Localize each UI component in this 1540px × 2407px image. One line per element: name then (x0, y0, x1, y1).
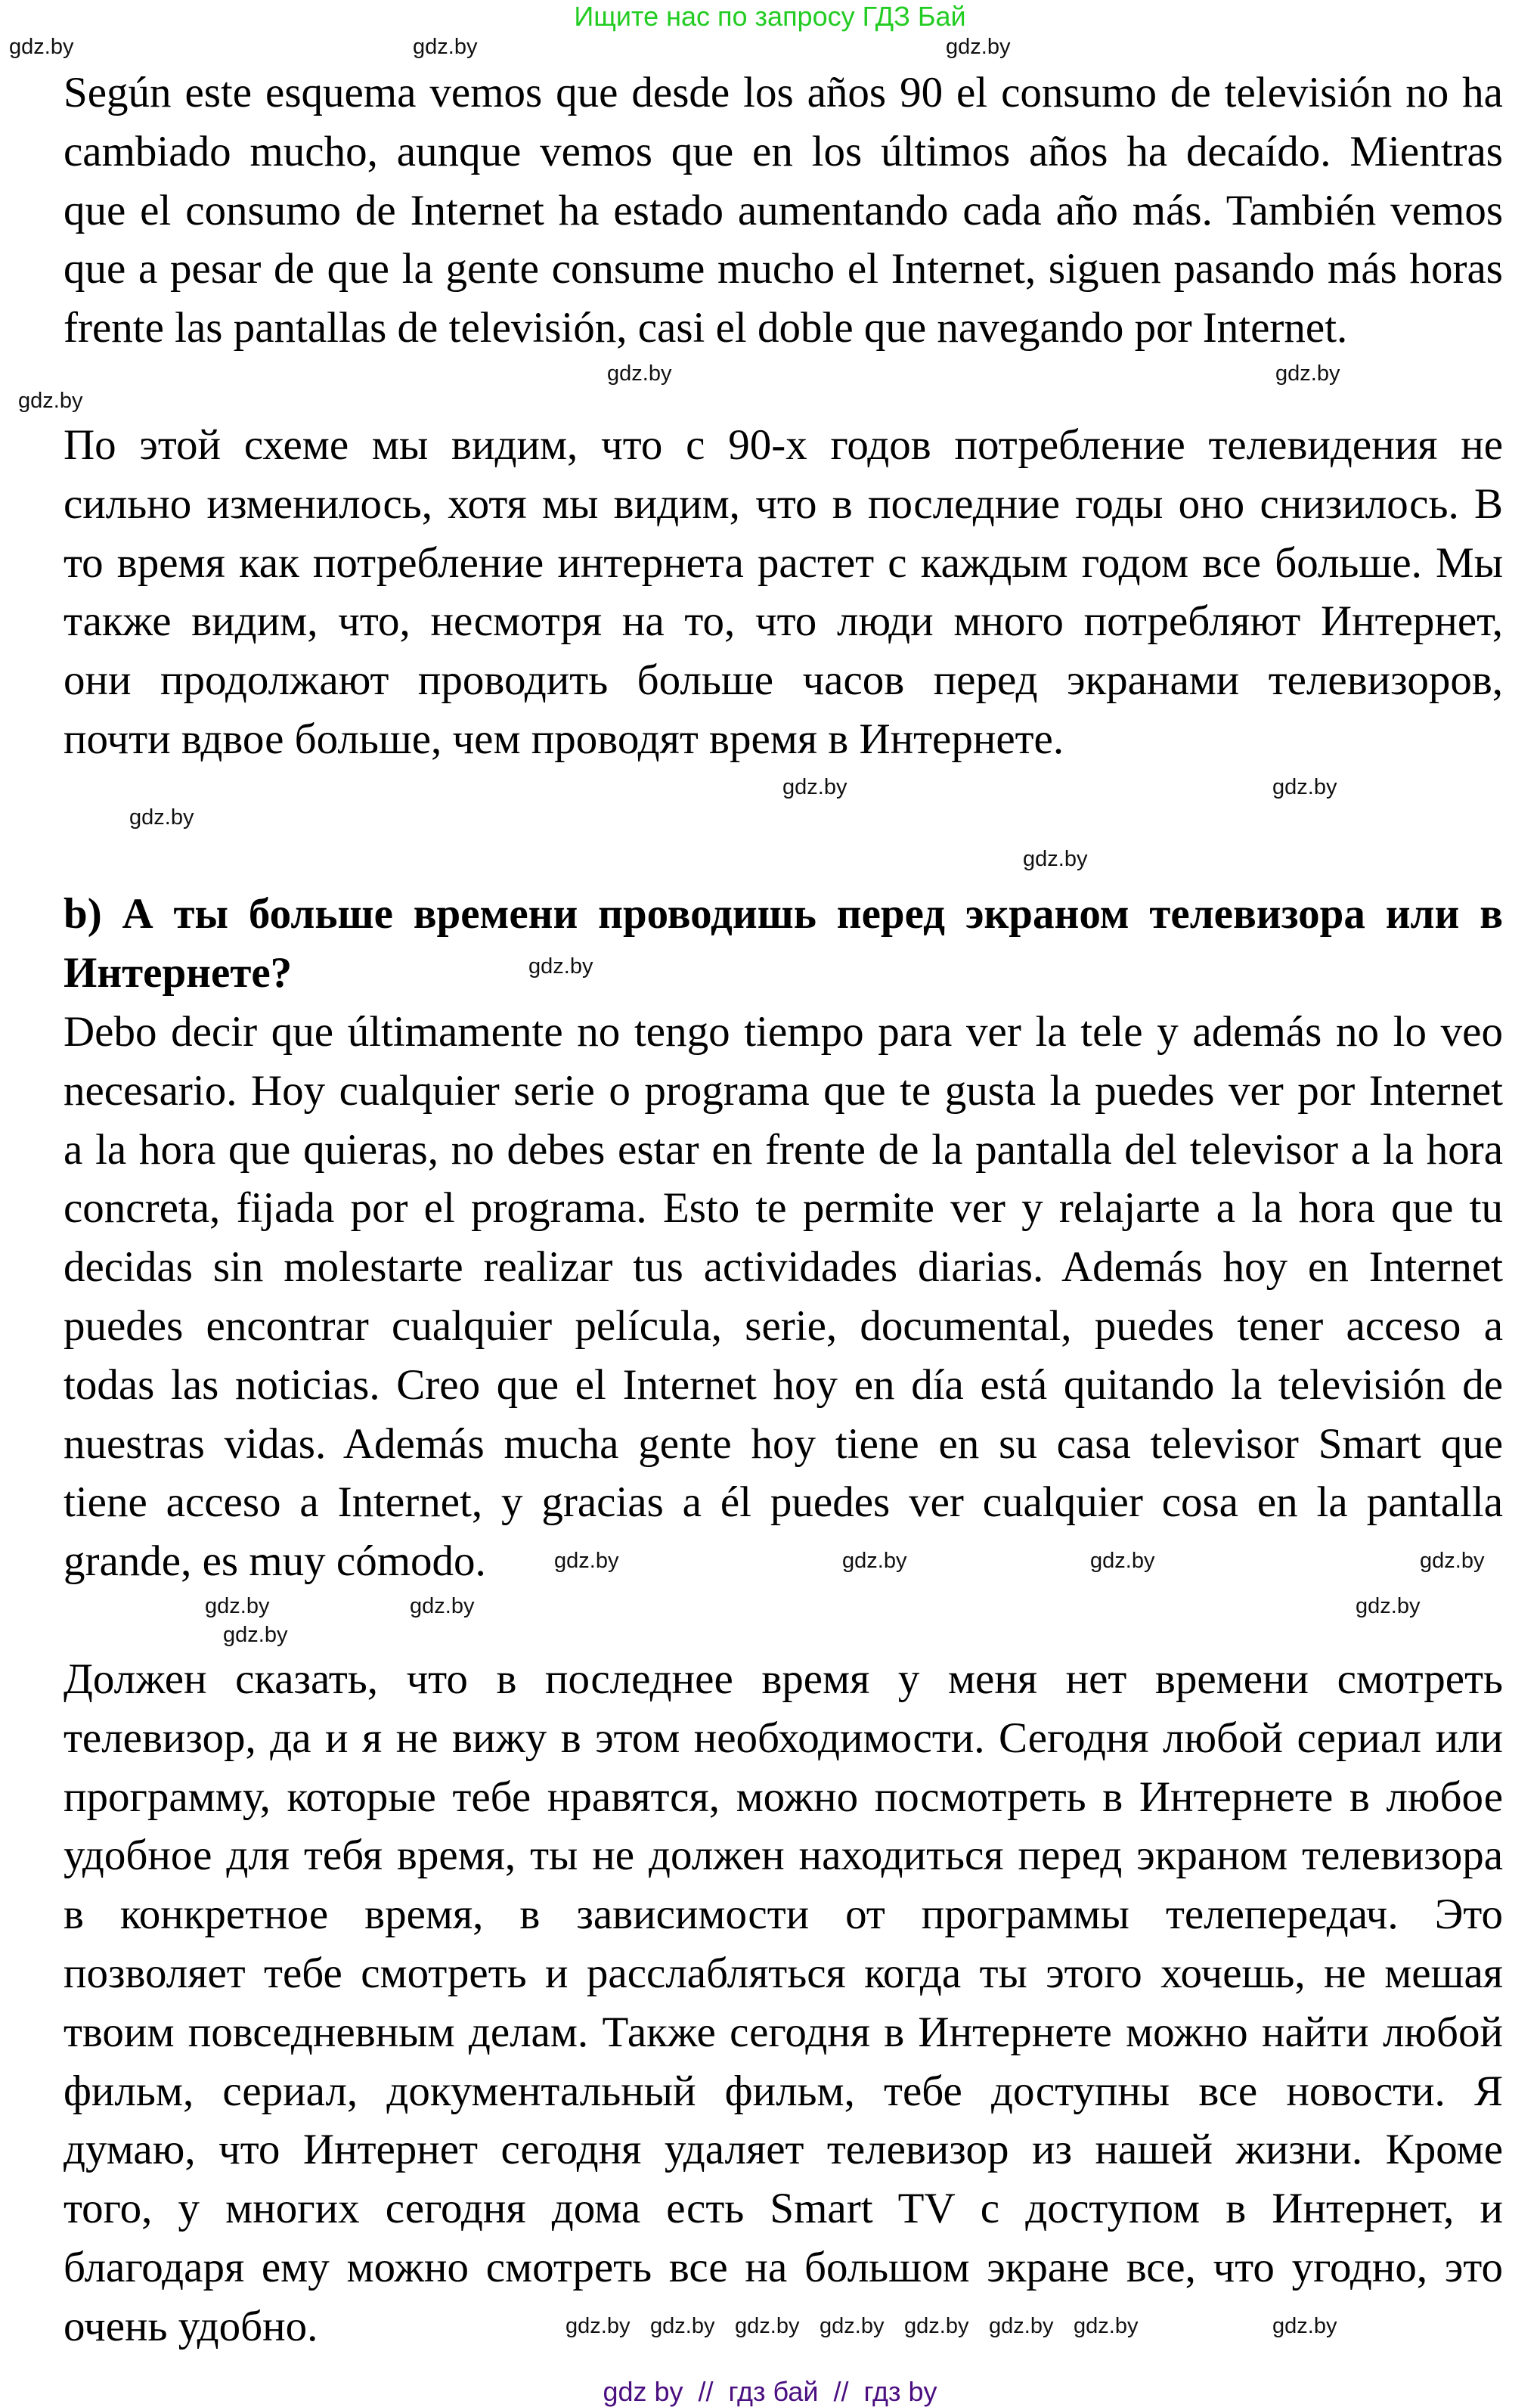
text-line: frente las pantallas de televisión, casi el doble que navegando por Internet. (64, 304, 1348, 352)
text-line: также видим, что, несмотря на то, что люди много потребляют Интернет, (64, 597, 1503, 646)
watermark: gdz.by (650, 2314, 715, 2338)
text-line: то время как потребление интернета растет с каждым годом все больше. Мы (64, 538, 1503, 587)
watermark: gdz.by (1275, 361, 1340, 386)
watermark: gdz.by (607, 361, 672, 386)
watermark: gdz.by (129, 805, 194, 830)
footer-links (0, 2377, 1540, 2407)
header-text: Ищите нас по запросу ГДЗ Бай (574, 1, 966, 32)
text-line: твоим повседневным делам. Также сегодня в Интернете можно найти любой (64, 2008, 1503, 2056)
watermark: gdz.by (1074, 2314, 1139, 2338)
text-line: cambiado mucho, aunque vemos que en los últimos años ha decaído. Mientras (64, 127, 1503, 175)
text-line: necesario. Hoy cualquier serie o programa que te gusta la puedes ver por Internet (64, 1066, 1503, 1115)
text-line: По этой схеме мы видим, что с 90-х годов потребление телевидения не (64, 421, 1503, 469)
text-line: puedes encontrar cualquier película, serie, documental, puedes tener acceso a (64, 1301, 1503, 1350)
text-line: благодаря ему можно смотреть все на большом экране все, что угодно, это (64, 2243, 1503, 2291)
text-line: программу, которые тебе нравятся, можно посмотреть в Интернете в любое (64, 1773, 1503, 1821)
text-line: a la hora que quieras, no debes estar en frente de la pantalla del televisor a la hora (64, 1125, 1503, 1174)
watermark: gdz.by (18, 389, 83, 413)
watermark: gdz.by (410, 1594, 475, 1618)
paragraph-spanish-answer (64, 1003, 1503, 1591)
watermark: gdz.by (1356, 1594, 1421, 1618)
text-line: почти вдвое больше, чем проводят время в Интернете. (64, 715, 1064, 763)
watermark: gdz.by (205, 1594, 270, 1618)
watermark: gdz.by (1272, 2314, 1337, 2338)
text-line: grande, es muy cómodo. (64, 1537, 486, 1586)
text-line: todas las noticias. Creo que el Internet hoy en día está quitando la televisión de (64, 1360, 1503, 1409)
watermark: gdz.by (904, 2314, 969, 2338)
text-line: que el consumo de Internet ha estado aumentando cada año más. También vemos (64, 186, 1503, 234)
text-line: они продолжают проводить больше часов перед экранами телевизоров, (64, 656, 1503, 705)
text-line: tiene acceso a Internet, y gracias a él puedes ver cualquier cosa en la pantalla (64, 1478, 1503, 1527)
header-banner (0, 0, 1540, 33)
watermark: gdz.by (565, 2314, 631, 2338)
watermark: gdz.by (528, 954, 593, 979)
text-line: очень удобно. (64, 2302, 318, 2350)
text-line: сильно изменилось, хотя мы видим, что в последние годы оно снизилось. В (64, 479, 1503, 528)
watermark: gdz.by (1272, 775, 1337, 799)
watermark: gdz.by (1023, 847, 1088, 871)
watermark: gdz.by (1090, 1549, 1155, 1573)
text-line: в конкретное время, в зависимости от программы телепередач. Это (64, 1891, 1503, 1939)
watermark: gdz.by (413, 35, 478, 59)
watermark: gdz.by (9, 35, 74, 59)
text-line: телевизор, да и я не вижу в этом необходимости. Сегодня любой сериал или (64, 1714, 1503, 1762)
footer-text: gdz by // гдз бай // гдз by (603, 2376, 937, 2407)
text-line: b) А ты больше времени проводишь перед экраном телевизора или в (64, 890, 1503, 938)
text-line: que a pesar de que la gente consume mucho el Internet, siguen pasando más horas (64, 245, 1503, 293)
text-line: decidas sin molestarte realizar tus actividades diarias. Además hoy en Internet (64, 1243, 1503, 1292)
watermark: gdz.by (735, 2314, 800, 2338)
text-line: удобное для тебя время, ты не должен находиться перед экраном телевизора (64, 1832, 1503, 1880)
watermark: gdz.by (946, 35, 1011, 59)
text-line: того, у многих сегодня дома есть Smart TV с доступом в Интернет, и (64, 2185, 1503, 2233)
text-line: позволяет тебе смотреть и расслабляться когда ты этого хочешь, не мешая (64, 1949, 1503, 1997)
watermark: gdz.by (989, 2314, 1054, 2338)
text-line: Должен сказать, что в последнее время у меня нет времени смотреть (64, 1655, 1503, 1703)
watermark: gdz.by (842, 1549, 907, 1573)
paragraph-russian-analysis (64, 416, 1503, 769)
paragraph-russian-answer (64, 1650, 1503, 2356)
watermark: gdz.by (554, 1549, 619, 1573)
watermark: gdz.by (782, 775, 847, 799)
text-line: nuestras vidas. Además mucha gente hoy tiene en su casa televisor Smart que (64, 1419, 1503, 1468)
text-line: Интернете? (64, 948, 293, 997)
question-heading (64, 885, 1503, 1003)
text-line: фильм, сериал, документальный фильм, тебе доступны все новости. Я (64, 2067, 1503, 2115)
text-line: concreta, fijada por el programa. Esto te permite ver y relajarte a la hora que tu (64, 1184, 1503, 1233)
watermark: gdz.by (223, 1623, 288, 1647)
text-line: Debo decir que últimamente no tengo tiempo para ver la tele y además no lo veo (64, 1008, 1503, 1056)
paragraph-spanish-analysis (64, 64, 1503, 358)
text-line: Según este esquema vemos que desde los años 90 el consumo de televisión no ha (64, 69, 1503, 116)
watermark: gdz.by (1420, 1549, 1485, 1573)
text-line: думаю, что Интернет сегодня удаляет телевизор из нашей жизни. Кроме (64, 2126, 1503, 2174)
watermark: gdz.by (820, 2314, 885, 2338)
